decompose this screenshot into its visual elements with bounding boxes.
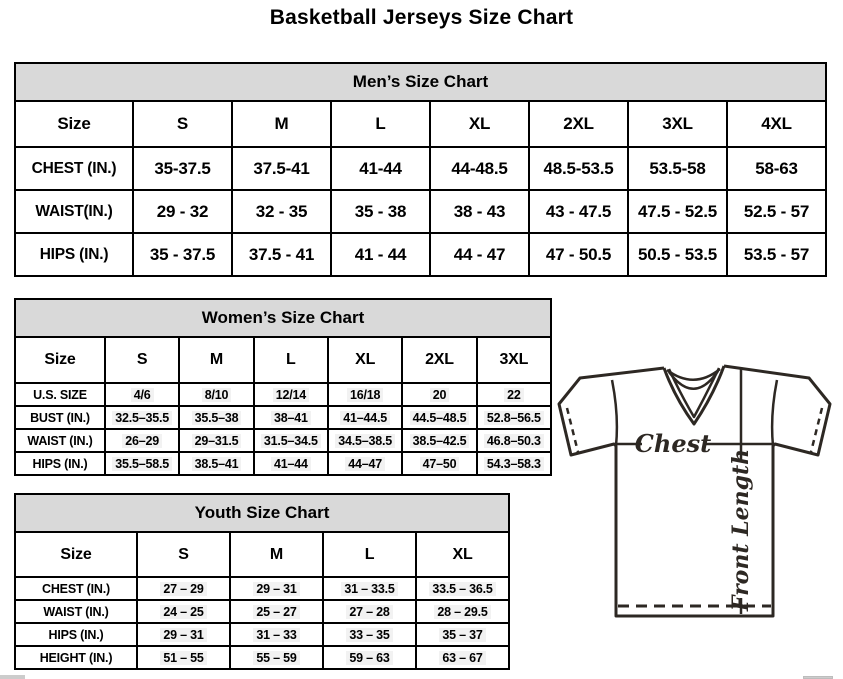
row-label: WAIST (IN.)	[16, 601, 136, 622]
size-value-cell	[629, 234, 726, 275]
mens-size-table	[14, 62, 827, 277]
column-header: 3XL	[629, 102, 726, 146]
size-value-cell	[530, 191, 627, 232]
size-value-cell	[324, 647, 415, 668]
size-value: 44–47	[345, 457, 385, 471]
size-value-cell	[417, 578, 508, 599]
size-value: 37.5-41	[253, 158, 310, 178]
size-value: 41 - 44	[354, 244, 407, 264]
size-value: 51 – 55	[160, 651, 206, 665]
size-value-cell	[431, 148, 528, 189]
front-length-label: Front Length	[728, 448, 754, 612]
size-value: 54.3–58.3	[484, 457, 544, 471]
size-value-cell	[180, 430, 252, 451]
size-value-cell	[530, 148, 627, 189]
size-value-cell	[478, 430, 550, 451]
size-value: 35.5–58.5	[112, 457, 172, 471]
size-value: 38 - 43	[453, 201, 506, 221]
size-value: 55 – 59	[253, 651, 299, 665]
size-value-cell	[417, 601, 508, 622]
size-value-cell	[417, 624, 508, 645]
size-value-cell	[231, 578, 322, 599]
chest-label: Chest	[634, 429, 712, 458]
size-value-cell	[478, 384, 550, 405]
jersey-outline-shape	[559, 366, 830, 616]
size-value-cell	[431, 234, 528, 275]
size-value: 27 – 29	[160, 582, 206, 596]
size-value-cell	[403, 430, 475, 451]
row-label: WAIST (IN.)	[16, 430, 104, 451]
youth-table-title: Youth Size Chart	[16, 495, 508, 533]
size-value-cell	[255, 453, 327, 474]
size-value-cell	[255, 430, 327, 451]
size-value: 38.5–41	[192, 457, 242, 471]
size-value: 44.5–48.5	[410, 411, 470, 425]
size-value: 35 - 37.5	[149, 244, 216, 264]
size-value: 38.5–42.5	[410, 434, 470, 448]
size-value: 47–50	[420, 457, 460, 471]
size-value-cell	[255, 384, 327, 405]
size-value-cell	[478, 407, 550, 428]
size-value: 24 – 25	[160, 605, 206, 619]
size-value-cell	[728, 191, 825, 232]
size-value: 48.5-53.5	[543, 158, 614, 178]
size-value-cell	[134, 234, 231, 275]
size-value: 8/10	[202, 388, 232, 402]
size-value: 37.5 - 41	[248, 244, 315, 264]
column-header: S	[134, 102, 231, 146]
column-header: 2XL	[530, 102, 627, 146]
youth-size-table	[14, 493, 510, 670]
size-value-cell	[180, 453, 252, 474]
size-value: 46.8–50.3	[484, 434, 544, 448]
size-value: 58-63	[755, 158, 798, 178]
jersey-measurement-diagram	[556, 360, 834, 626]
mens-table-grid	[16, 102, 825, 275]
column-header: 3XL	[478, 338, 550, 382]
column-header: 4XL	[728, 102, 825, 146]
mens-table-title: Men’s Size Chart	[16, 64, 825, 102]
size-value: 31.5–34.5	[261, 434, 321, 448]
row-label: CHEST (IN.)	[16, 578, 136, 599]
size-value-cell	[417, 647, 508, 668]
size-value: 31 – 33.5	[341, 582, 397, 596]
size-value: 44-48.5	[451, 158, 508, 178]
size-value-cell	[329, 430, 401, 451]
size-value: 35.5–38	[192, 411, 242, 425]
size-value: 35 – 37	[439, 628, 485, 642]
column-header: M	[180, 338, 252, 382]
size-value: 41–44	[271, 457, 311, 471]
size-value: 33.5 – 36.5	[429, 582, 495, 596]
column-header: M	[231, 533, 322, 576]
size-value-cell	[233, 191, 330, 232]
size-column-header: Size	[16, 338, 104, 382]
size-value: 44 - 47	[453, 244, 506, 264]
size-value: 25 – 27	[253, 605, 299, 619]
size-value: 50.5 - 53.5	[637, 244, 718, 264]
size-value-cell	[629, 191, 726, 232]
page-title: Basketball Jerseys Size Chart	[269, 6, 574, 29]
size-value-cell	[106, 430, 178, 451]
size-value: 4/6	[131, 388, 154, 402]
size-value: 29 – 31	[253, 582, 299, 596]
size-value-cell	[231, 624, 322, 645]
size-value: 34.5–38.5	[335, 434, 395, 448]
column-header: M	[233, 102, 330, 146]
size-value: 29–31.5	[192, 434, 242, 448]
size-value: 32.5–35.5	[112, 411, 172, 425]
size-value-cell	[231, 647, 322, 668]
size-column-header: Size	[16, 102, 132, 146]
right-armhole-seam	[772, 380, 777, 446]
size-value-cell	[403, 407, 475, 428]
size-value-cell	[332, 148, 429, 189]
size-value: 53.5-58	[649, 158, 706, 178]
size-value-cell	[332, 191, 429, 232]
size-value-cell	[629, 148, 726, 189]
size-value-cell	[106, 384, 178, 405]
size-value-cell	[255, 407, 327, 428]
size-value-cell	[329, 384, 401, 405]
size-value-cell	[728, 234, 825, 275]
column-header: L	[324, 533, 415, 576]
size-value-cell	[138, 624, 229, 645]
size-value-cell	[478, 453, 550, 474]
size-value: 47 - 50.5	[545, 244, 612, 264]
size-value-cell	[138, 647, 229, 668]
column-header: XL	[431, 102, 528, 146]
size-value-cell	[329, 453, 401, 474]
womens-table-title: Women’s Size Chart	[16, 300, 550, 338]
size-value-cell	[324, 624, 415, 645]
size-value-cell	[233, 234, 330, 275]
row-label: WAIST(IN.)	[16, 191, 132, 232]
size-value-cell	[134, 148, 231, 189]
size-value: 12/14	[273, 388, 309, 402]
size-value-cell	[431, 191, 528, 232]
size-value: 43 - 47.5	[545, 201, 612, 221]
size-value: 33 – 35	[346, 628, 392, 642]
left-armhole-seam	[612, 380, 617, 446]
size-value-cell	[231, 601, 322, 622]
size-value: 38–41	[271, 411, 311, 425]
size-value-cell	[233, 148, 330, 189]
row-label: U.S. SIZE	[16, 384, 104, 405]
size-value-cell	[403, 453, 475, 474]
column-header: S	[106, 338, 178, 382]
size-value: 52.8–56.5	[484, 411, 544, 425]
size-value: 41–44.5	[340, 411, 390, 425]
size-value: 35-37.5	[154, 158, 211, 178]
size-value: 16/18	[347, 388, 383, 402]
row-label: BUST (IN.)	[16, 407, 104, 428]
womens-table-grid	[16, 338, 550, 474]
size-value: 29 – 31	[160, 628, 206, 642]
size-value: 29 - 32	[156, 201, 209, 221]
size-value-cell	[329, 407, 401, 428]
size-value-cell	[106, 407, 178, 428]
column-header: L	[332, 102, 429, 146]
size-value: 28 – 29.5	[434, 605, 490, 619]
size-value: 22	[504, 388, 524, 402]
size-value-cell	[180, 407, 252, 428]
row-label: HEIGHT (IN.)	[16, 647, 136, 668]
size-value: 59 – 63	[346, 651, 392, 665]
size-value: 47.5 - 52.5	[637, 201, 718, 221]
row-label: HIPS (IN.)	[16, 624, 136, 645]
row-label: HIPS (IN.)	[16, 453, 104, 474]
size-value-cell	[180, 384, 252, 405]
column-header: S	[138, 533, 229, 576]
size-value: 63 – 67	[439, 651, 485, 665]
size-value: 20	[430, 388, 450, 402]
row-label: HIPS (IN.)	[16, 234, 132, 275]
row-label: CHEST (IN.)	[16, 148, 132, 189]
size-value-cell	[134, 191, 231, 232]
size-value-cell	[530, 234, 627, 275]
column-header: XL	[417, 533, 508, 576]
size-value: 26–29	[122, 434, 162, 448]
size-value: 53.5 - 57	[743, 244, 810, 264]
size-value-cell	[138, 578, 229, 599]
column-header: L	[255, 338, 327, 382]
size-value-cell	[138, 601, 229, 622]
size-value: 52.5 - 57	[743, 201, 810, 221]
size-value-cell	[324, 601, 415, 622]
size-value-cell	[332, 234, 429, 275]
size-value: 31 – 33	[253, 628, 299, 642]
womens-size-table	[14, 298, 552, 476]
size-value: 41-44	[359, 158, 402, 178]
size-value: 35 - 38	[354, 201, 407, 221]
youth-table-grid	[16, 533, 508, 668]
size-value-cell	[106, 453, 178, 474]
size-value-cell	[728, 148, 825, 189]
column-header: 2XL	[403, 338, 475, 382]
size-column-header: Size	[16, 533, 136, 576]
column-header: XL	[329, 338, 401, 382]
cropped-scrollbar-fragment-left	[0, 675, 25, 679]
size-value: 32 - 35	[255, 201, 308, 221]
size-value-cell	[403, 384, 475, 405]
size-value-cell	[324, 578, 415, 599]
size-value: 27 – 28	[346, 605, 392, 619]
